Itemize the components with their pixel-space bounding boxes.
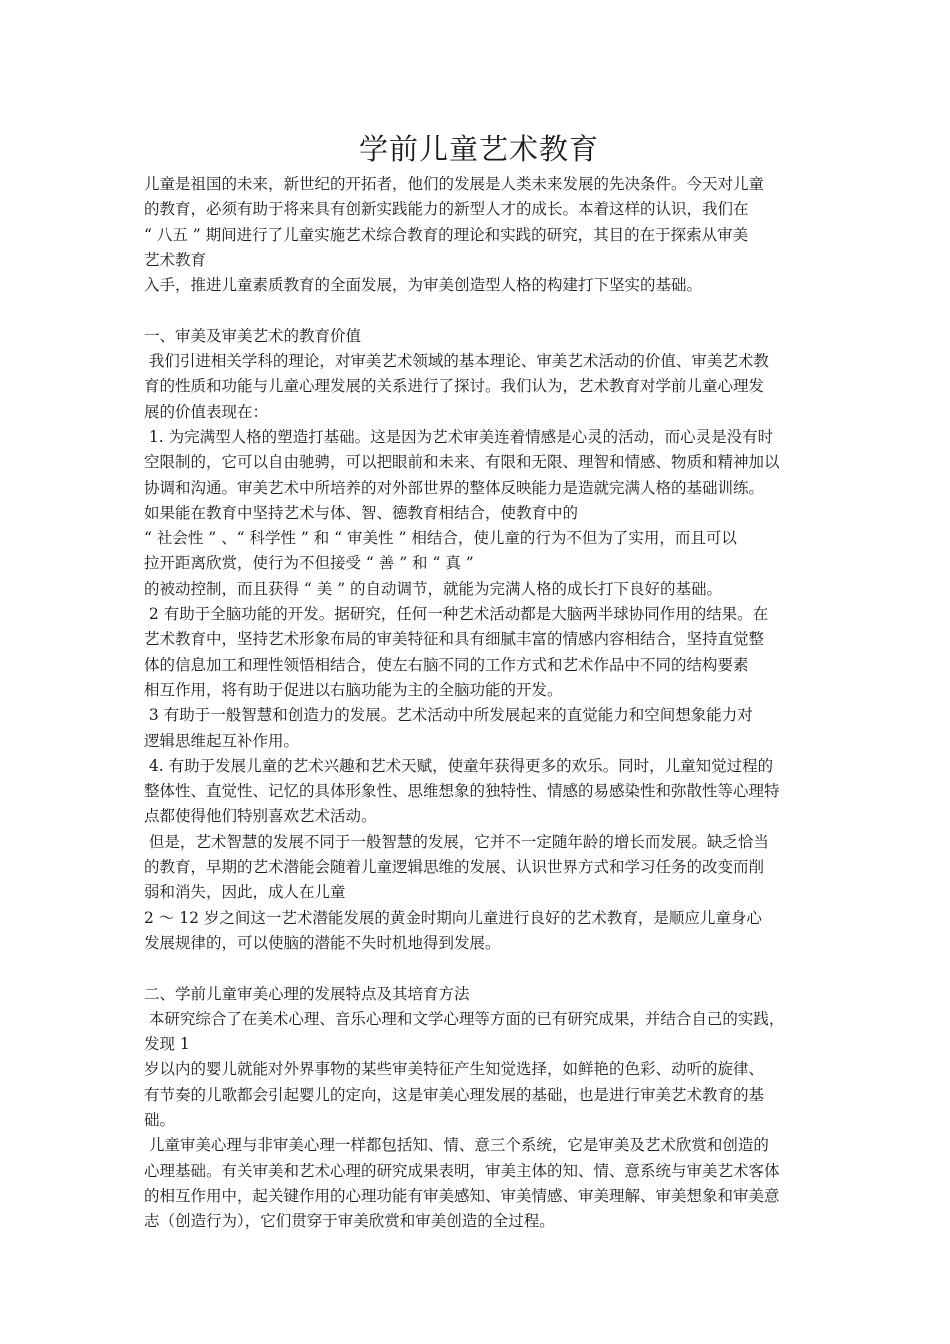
body-line: 空限制的，它可以自由驰骋，可以把眼前和未来、有限和无限、理智和情感、物质和精神加以 [144, 453, 780, 472]
body-line: 我们引进相关学科的理论，对审美艺术领域的基本理论、审美艺术活动的价值、审美艺术教 [144, 352, 769, 371]
body-line: 3 有助于一般智慧和创造力的发展。艺术活动中所发展起来的直觉能力和空间想象能力对 [144, 706, 753, 725]
document-title: 学前儿童艺术教育 [358, 132, 599, 166]
body-line: 有节奏的儿歌都会引起婴儿的定向，这是审美心理发展的基础，也是进行审美艺术教育的基 [144, 1085, 765, 1104]
body-line: 2 有助于全脑功能的开发。据研究，任何一种艺术活动都是大脑两半球协同作用的结果。在 [144, 605, 769, 624]
body-line: 二、学前儿童审美心理的发展特点及其培育方法 [144, 984, 470, 1003]
body-line: 发现 1 [144, 1035, 190, 1054]
body-line: 逻辑思维起互补作用。 [144, 731, 300, 750]
body-line: 整体性、直觉性、记忆的具体形象性、思维想象的独特性、情感的易感染性和弥散性等心理特 [144, 782, 780, 801]
body-line: 育的性质和功能与儿童心理发展的关系进行了探讨。我们认为，艺术教育对学前儿童心理发 [144, 377, 765, 396]
body-line: 相互作用，将有助于促进以右脑功能为主的全脑功能的开发。 [144, 680, 563, 699]
body-line: 拉开距离欣赏，使行为不但接受 “ 善 ” 和 “ 真 ” [144, 554, 474, 573]
body-line: 但是，艺术智慧的发展不同于一般智慧的发展，它并不一定随年龄的增长而发展。缺乏恰当 [144, 832, 769, 851]
body-line: 岁以内的婴儿就能对外界事物的某些审美特征产生知觉选择，如鲜艳的色彩、动听的旋律、 [144, 1060, 765, 1079]
document-body [144, 172, 814, 1234]
body-line: 儿童是祖国的未来，新世纪的开拓者，他们的发展是人类未来发展的先决条件。今天对儿童 [144, 175, 765, 193]
body-line: 1. 为完满型人格的塑造打基础。这是因为艺术审美连着情感是心灵的活动，而心灵是没有时 [144, 427, 774, 446]
body-line: 础。 [144, 1110, 176, 1129]
body-line: 儿童审美心理与非审美心理一样都包括知、情、意三个系统，它是审美及艺术欣赏和创造的 [144, 1136, 769, 1155]
blank-line [144, 298, 814, 323]
body-line: 艺术教育 [144, 250, 207, 269]
body-line: “ 八五 ” 期间进行了儿童实施艺术综合教育的理论和实践的研究，其目的在于探索从审美 [144, 225, 749, 244]
body-line: 的相互作用中，起关键作用的心理功能有审美感知、审美情感、审美理解、审美想象和审美意 [144, 1186, 780, 1205]
body-line: 的教育，早期的艺术潜能会随着儿童逻辑思维的发展、认识世界方式和学习任务的改变而削 [144, 858, 765, 877]
body-line: 发展规律的，可以使脑的潜能不失时机地得到发展。 [144, 933, 501, 952]
body-line: 2 ～ 12 岁之间这一艺术潜能发展的黄金时期向儿童进行良好的艺术教育，是顺应儿童身心 [144, 908, 762, 927]
body-line: 本研究综合了在美术心理、音乐心理和文学心理等方面的已有研究成果，并结合自己的实践， [144, 1009, 785, 1028]
body-line: 心理基础。有关审美和艺术心理的研究成果表明，审美主体的知、情、意系统与审美艺术客体 [144, 1161, 780, 1180]
body-line: 4. 有助于发展儿童的艺术兴趣和艺术天赋，使童年获得更多的欢乐。同时，儿童知觉过程的 [144, 756, 774, 775]
body-line: “ 社会性 ” 、“ 科学性 ” 和 “ 审美性 ” 相结合，使儿童的行为不但为了实用，而且可以 [144, 529, 737, 548]
body-line: 志（创造行为），它们贯穿于审美欣赏和审美创造的全过程。 [144, 1212, 555, 1231]
body-line: 一、审美及审美艺术的教育价值 [144, 326, 362, 345]
body-line: 的被动控制，而且获得 “ 美 ” 的自动调节，就能为完满人格的成长打下良好的基础。 [144, 579, 723, 598]
body-line: 展的价值表现在： [144, 402, 269, 421]
document-page [144, 128, 814, 1234]
body-line: 体的信息加工和理性领悟相结合，使左右脑不同的工作方式和艺术作品中不同的结构要素 [144, 655, 749, 674]
body-line: 协调和沟通。审美艺术中所培养的对外部世界的整体反映能力是造就完满人格的基础训练。 [144, 478, 765, 497]
body-line: 如果能在教育中坚持艺术与体、智、德教育相结合，使教育中的 [144, 503, 579, 522]
body-line: 入手，推进儿童素质教育的全面发展，为审美创造型人格的构建打下坚实的基础。 [144, 276, 703, 295]
body-line: 弱和消失，因此，成人在儿童 [144, 883, 346, 902]
body-line: 艺术教育中，坚持艺术形象布局的审美特征和具有细腻丰富的情感内容相结合，坚持直觉整 [144, 630, 765, 649]
body-line: 的教育，必须有助于将来具有创新实践能力的新型人才的成长。本着这样的认识，我们在 [144, 200, 749, 219]
blank-line [144, 956, 814, 981]
body-line: 点都使得他们特别喜欢艺术活动。 [144, 807, 377, 826]
